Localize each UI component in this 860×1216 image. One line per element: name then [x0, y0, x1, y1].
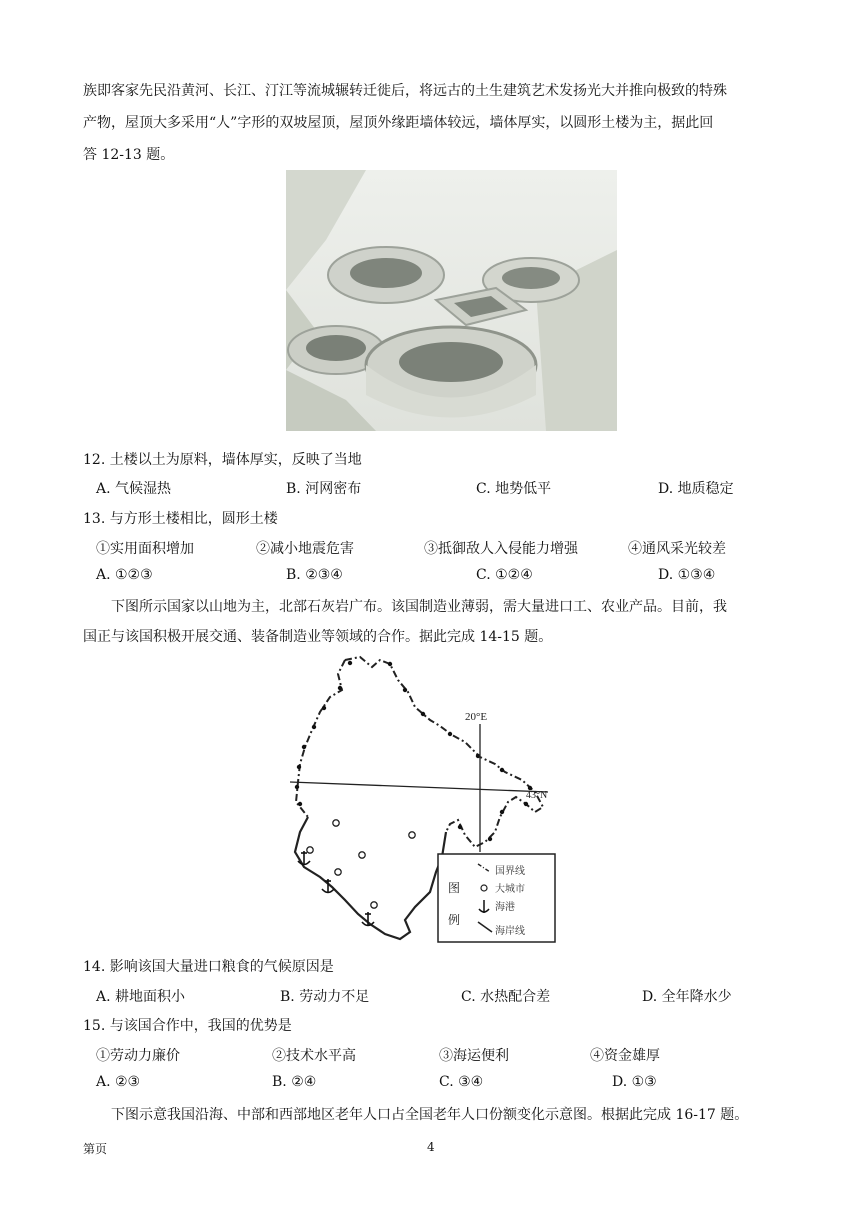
tulou-photo	[286, 170, 617, 431]
legend-title-1: 图	[448, 881, 461, 895]
legend-port: 海港	[495, 902, 515, 913]
q15-stem: 15. 与该国合作中，我国的优势是	[83, 1018, 292, 1034]
port-markers	[298, 851, 374, 926]
q14-option-b: B. 劳动力不足	[280, 989, 370, 1005]
q13-item-3: ③抵御敌人入侵能力增强	[424, 541, 578, 557]
passage2-line-2: 国正与该国积极开展交通、装备制造业等领域的合作。据此完成 14-15 题。	[83, 629, 553, 645]
q13-item-1: ①实用面积增加	[96, 541, 194, 557]
q13-option-d: D. ①③④	[658, 567, 716, 583]
q13-option-a: A. ①②③	[96, 567, 153, 583]
q13-option-c: C. ①②④	[476, 567, 533, 583]
national-border	[345, 657, 543, 847]
page-number: 4	[427, 1140, 435, 1154]
city-markers	[307, 820, 415, 908]
legend-title-2: 例	[448, 913, 461, 927]
q15-option-b: B. ②④	[272, 1074, 317, 1090]
q15-item-2: ②技术水平高	[272, 1048, 356, 1064]
legend-coastline: 海岸线	[495, 926, 525, 937]
q15-option-a: A. ②③	[96, 1074, 141, 1090]
q15-option-c: C. ③④	[439, 1074, 484, 1090]
intro-line-1: 族即客家先民沿黄河、长江、汀江等流城辗转迁徙后，将远古的土生建筑艺术发扬光大并推向极致的特殊	[83, 83, 727, 99]
q13-stem: 13. 与方形土楼相比，圆形土楼	[83, 511, 278, 527]
q13-option-b: B. ②③④	[286, 567, 343, 583]
legend-city: 大城市	[495, 884, 525, 895]
coastline	[295, 817, 446, 939]
q12-option-b: B. 河网密布	[286, 481, 362, 497]
passage3-line-1: 下图示意我国沿海、中部和西部地区老年人口占全国老年人口份额变化示意图。根据此完成 16-17 题。	[111, 1107, 749, 1123]
q12-option-c: C. 地势低平	[476, 481, 552, 497]
parallel-43n	[290, 782, 548, 792]
footer-label: 第页	[83, 1142, 108, 1156]
passage2-line-1: 下图所示国家以山地为主，北部石灰岩广布。该国制造业薄弱，需大量进口工、农业产品。目前，我	[111, 599, 727, 615]
national-border-west	[296, 660, 345, 817]
country-map	[290, 652, 560, 947]
q15-item-3: ③海运便利	[439, 1048, 509, 1064]
q12-option-d: D. 地质稳定	[658, 481, 734, 497]
q15-item-1: ①劳动力廉价	[96, 1048, 180, 1064]
q12-stem: 12. 土楼以土为原料，墙体厚实，反映了当地	[83, 452, 362, 468]
q13-item-2: ②减小地震危害	[256, 541, 354, 557]
q14-option-a: A. 耕地面积小	[96, 989, 186, 1005]
map-svg	[290, 652, 560, 947]
q14-stem: 14. 影响该国大量进口粮食的气候原因是	[83, 959, 334, 975]
q13-item-4: ④通风采光较差	[628, 541, 726, 557]
border-dots	[295, 661, 532, 841]
q15-option-d: D. ①③	[612, 1074, 657, 1090]
meridian-label: 20°E	[465, 711, 488, 723]
q12-option-a: A. 气候湿热	[96, 481, 172, 497]
intro-line-2: 产物，屋顶大多采用“人”字形的双坡屋顶，屋顶外缘距墙体较远，墙体厚实，以圆形土楼为主，据此回	[83, 115, 714, 131]
legend-border: 国界线	[495, 866, 525, 877]
parallel-label: 43°N	[526, 790, 548, 801]
q14-option-c: C. 水热配合差	[461, 989, 551, 1005]
q15-item-4: ④资金雄厚	[590, 1048, 660, 1064]
intro-line-3: 答 12-13 题。	[83, 147, 175, 163]
q14-option-d: D. 全年降水少	[642, 989, 732, 1005]
